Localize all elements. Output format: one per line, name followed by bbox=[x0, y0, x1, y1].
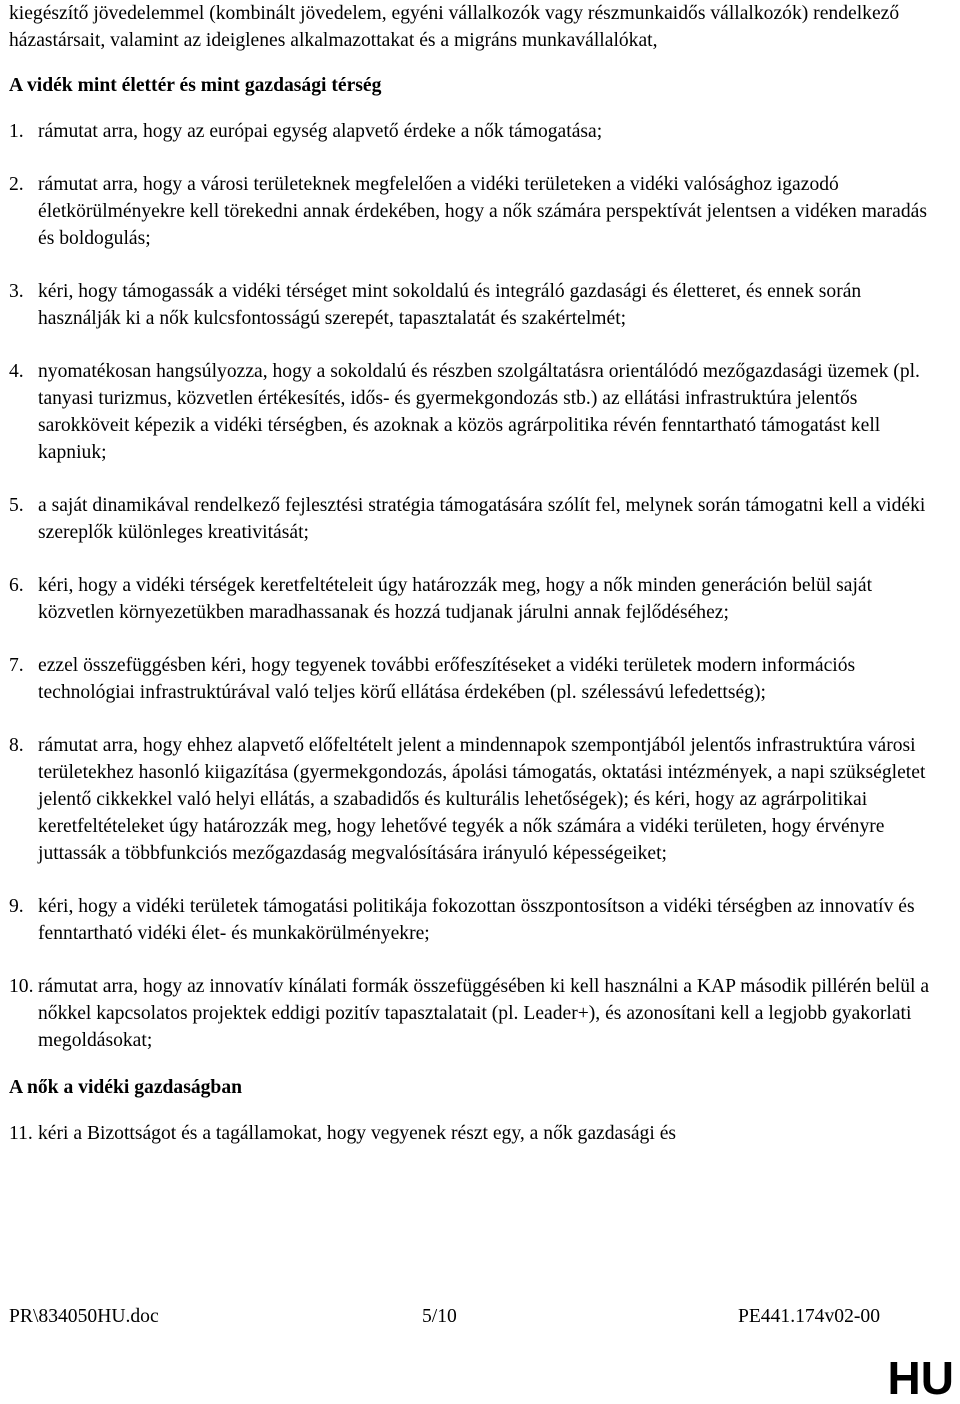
item-number: 3. bbox=[9, 281, 24, 302]
item-text: rámutat arra, hogy az innovatív kínálati formák összefüggésében ki kell használni a KAP második pillérén belül a nőkkel kapcsolatos projektek eddigi pozitív tapasztalatait (pl. Leader+), és azonosítani kell a legjobb gyakorlati megoldásokat; bbox=[38, 976, 930, 1051]
item-text: kéri a Bizottságot és a tagállamokat, hogy vegyenek részt egy, a nők gazdasági és bbox=[38, 1123, 677, 1144]
item-number: 4. bbox=[9, 361, 24, 382]
item-text: rámutat arra, hogy ehhez alapvető előfeltételt jelent a mindennapok szempontjából jelentős infrastruktúra városi területekhez hasonló kiigazítása (gyermekgondozás, ápolási támogatás, oktatási intézmények, a napi szükségletet jelentő cikkekkel való helyi ellátás, a szabadidős és kulturális lehetőségek); és kéri, hogy az agrárpolitikai keretfeltételeket úgy határozzák meg, hogy lehetővé tegyék a nők számára a vidéki területen, hogy érvényre juttassák a többfunkciós mezőgazdaság megvalósítására irányuló képességeiket; bbox=[38, 735, 926, 864]
item-text: a saját dinamikával rendelkező fejlesztési stratégia támogatására szólít fel, melynek során támogatni kell a vidéki szereplők különleges kreativitását; bbox=[38, 495, 926, 543]
item-number: 6. bbox=[9, 575, 24, 596]
item-number: 7. bbox=[9, 655, 24, 676]
list-item-4 bbox=[9, 358, 944, 466]
section-heading-women-rural-economy: A nők a vidéki gazdaságban bbox=[9, 1077, 243, 1098]
footer-doc-reference: PR\834050HU.doc bbox=[9, 1306, 159, 1327]
footer-page-number: 5/10 bbox=[422, 1306, 457, 1327]
item-text: rámutat arra, hogy az európai egység alapvető érdeke a nők támogatása; bbox=[38, 121, 603, 142]
item-number: 11. bbox=[9, 1123, 33, 1144]
list-item-3 bbox=[9, 278, 944, 332]
document-page bbox=[9, 0, 944, 1147]
list-item-2 bbox=[9, 171, 944, 252]
list-item-10 bbox=[9, 973, 944, 1054]
item-text: kéri, hogy a vidéki térségek keretfeltételeit úgy határozzák meg, hogy a nők minden generáción belül saját közvetlen környezetükben maradhassanak és hozzá tudjanak járulni annak fejlődéséhez; bbox=[38, 575, 873, 623]
item-number: 9. bbox=[9, 896, 24, 917]
section-items-list bbox=[9, 1120, 944, 1147]
list-item-7 bbox=[9, 652, 944, 706]
intro-paragraph: kiegészítő jövedelemmel (kombinált jövedelem, egyéni vállalkozók vagy részmunkaidős vállalkozók) rendelkező házastársait, valamint az ideiglenes alkalmazottakat és a migráns munkavállalókat, bbox=[9, 3, 900, 51]
item-text: ezzel összefüggésben kéri, hogy tegyenek további erőfeszítéseket a vidéki területek modern információs technológiai infrastruktúrával való teljes körű ellátása érdekében (pl. szélessávú lefedettség); bbox=[38, 655, 856, 703]
item-text: rámutat arra, hogy a városi területeknek megfelelően a vidéki területeken a vidéki valósághoz igazodó életkörülményekre kell törekedni annak érdekében, hogy a nők számára perspektívát jelentsen a vidéken maradás és boldogulás; bbox=[38, 174, 927, 249]
list-item-8 bbox=[9, 732, 944, 867]
item-text: kéri, hogy támogassák a vidéki térséget mint sokoldalú és integráló gazdasági és életteret, és ennek során használják ki a nők kulcsfontosságú szerepét, tapasztalatát és szakértelmét; bbox=[38, 281, 862, 329]
list-item-6 bbox=[9, 572, 944, 626]
list-item-1 bbox=[9, 118, 944, 145]
section-items-list bbox=[9, 118, 944, 1054]
list-item-11 bbox=[9, 1120, 944, 1147]
item-text: nyomatékosan hangsúlyozza, hogy a sokoldalú és részben szolgáltatásra orientálódó mezőgazdasági üzemek (pl. tanyasi turizmus, közvetlen értékesítés, idős- és gyermekgondozás stb.) az ellátási infrastruktúra jelentős sarokköveit képezik a vidéki térségben, és azoknak a közös agrárpolitika révén fenntartható támogatást kell kapniuk; bbox=[38, 361, 920, 463]
footer-pe-reference: PE441.174v02-00 bbox=[737, 1306, 880, 1327]
item-number: 1. bbox=[9, 121, 24, 142]
list-item-9 bbox=[9, 893, 944, 947]
item-number: 5. bbox=[9, 495, 24, 516]
item-text: kéri, hogy a vidéki területek támogatási politikája fokozottan összpontosítson a vidéki térségben az innovatív és fenntartható vidéki élet- és munkakörülményekre; bbox=[38, 896, 915, 944]
language-code: HU bbox=[887, 1352, 954, 1404]
item-number: 10. bbox=[9, 976, 34, 997]
item-number: 2. bbox=[9, 174, 24, 195]
section-heading-rural-living-space: A vidék mint élettér és mint gazdasági térség bbox=[9, 75, 382, 96]
item-number: 8. bbox=[9, 735, 24, 756]
list-item-5 bbox=[9, 492, 944, 546]
